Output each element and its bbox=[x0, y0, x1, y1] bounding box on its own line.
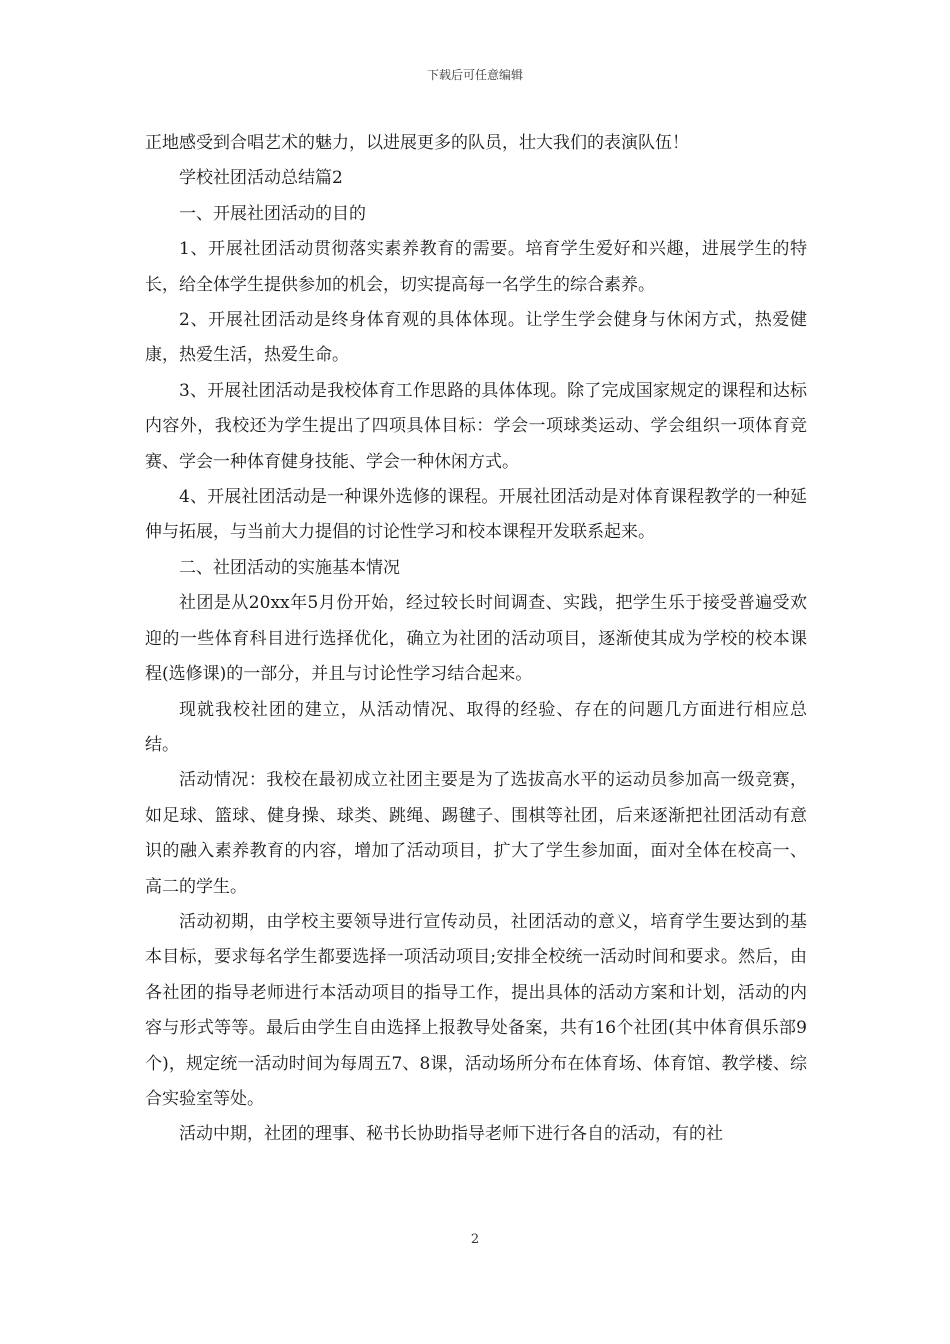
paragraph-item-4: 4、开展社团活动是一种课外选修的课程。开展社团活动是对体育课程教学的一种延伸与拓展，与当前大力提倡的讨论性学习和校本课程开发联系起来。 bbox=[145, 487, 807, 543]
paragraph-summary-intro: 现就我校社团的建立，从活动情况、取得的经验、存在的问题几方面进行相应总结。 bbox=[145, 699, 807, 755]
paragraph-activity-status: 活动情况：我校在最初成立社团主要是为了选拔高水平的运动员参加高一级竞赛，如足球、篮球、健身操、球类、跳绳、踢毽子、围棋等社团，后来逐渐把社团活动有意识的融入素养教育的内容，增加了活动项目，扩大了学生参加面，面对全体在校高一、高二的学生。 bbox=[145, 770, 807, 897]
paragraph-early-stage: 活动初期，由学校主要领导进行宣传动员，社团活动的意义，培育学生要达到的基本目标，要求每名学生都要选择一项活动项目;安排全校统一活动时间和要求。然后，由各社团的指导老师进行本活动项目的指导工作，提出具体的活动方案和计划，活动的内容与形式等等。最后由学生自由选择上报教导处备案，共有16个社团(其中体育俱乐部9个)，规定统一活动时间为每周五7、8课，活动场所分布在体育场、体育馆、教学楼、综合实验室等处。 bbox=[145, 911, 807, 1109]
paragraph-item-1: 1、开展社团活动贯彻落实素养教育的需要。培育学生爱好和兴趣，进展学生的特长，给全体学生提供参加的机会，切实提高每一名学生的综合素养。 bbox=[145, 239, 807, 295]
paragraph-item-3: 3、开展社团活动是我校体育工作思路的具体体现。除了完成国家规定的课程和达标内容外，我校还为学生提出了四项具体目标：学会一项球类运动、学会组织一项体育竞赛、学会一种体育健身技能、学会一种休闲方式。 bbox=[145, 380, 807, 472]
paragraph-item-2: 2、开展社团活动是终身体育观的具体体现。让学生学会健身与休闲方式，热爱健康，热爱生活，热爱生命。 bbox=[145, 310, 807, 366]
section-title: 学校社团活动总结篇2 bbox=[179, 168, 343, 189]
paragraph-club-origin: 社团是从20xx年5月份开始，经过较长时间调查、实践，把学生乐于接受普遍受欢迎的一些体育科目进行选择优化，确立为社团的活动项目，逐渐使其成为学校的校本课程(选修课)的一部分，并且与讨论性学习结合起来。 bbox=[145, 593, 807, 685]
heading-purpose: 一、开展社团活动的目的 bbox=[179, 203, 366, 224]
paragraph-middle-stage: 活动中期，社团的理事、秘书长协助指导老师下进行各自的活动，有的社 bbox=[179, 1124, 723, 1145]
page-number: 2 bbox=[470, 1232, 480, 1247]
paragraph-continuation: 正地感受到合唱艺术的魅力，以进展更多的队员，壮大我们的表演队伍！ bbox=[145, 133, 689, 153]
heading-implementation: 二、社团活动的实施基本情况 bbox=[179, 557, 400, 578]
page-header: 下载后可任意编辑 bbox=[426, 68, 523, 82]
document-body bbox=[145, 126, 807, 1153]
